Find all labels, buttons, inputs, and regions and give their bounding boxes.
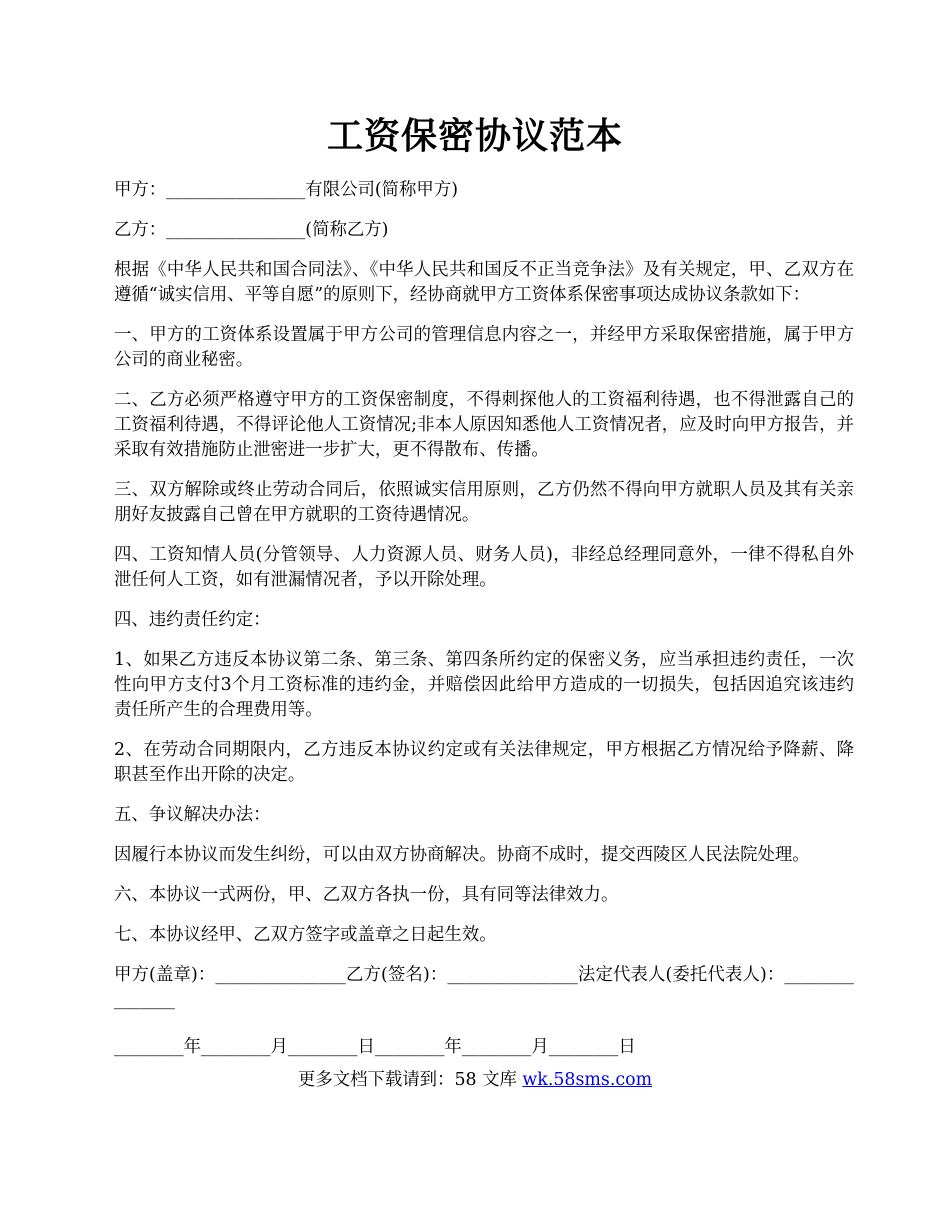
liability-heading: 四、违约责任约定： xyxy=(114,610,271,630)
liability-item-1: 1、如果乙方违反本协议第二条、第三条、第四条所约定的保密义务，应当承担违约责任，一次性向甲方支付3个月工资标准的违约金，并赔偿因此给甲方造成的一切损失，包括因追究该违约责任所产生的合理费用等。 xyxy=(114,650,854,720)
document-body xyxy=(114,178,854,1075)
dispute-paragraph: 因履行本协议而发生纠纷，可以由双方协商解决。协商不成时，提交西陵区人民法院处理。 xyxy=(114,845,810,865)
dispute-heading: 五、争议解决办法： xyxy=(114,805,271,825)
clause-4: 四、工资知情人员(分管领导、人力资源人员、财务人员)，非经总经理同意外，一律不得私自外泄任何人工资，如有泄漏情况者，予以开除处理。 xyxy=(114,545,854,590)
footer-text: 更多文档下载请到：58 文库 xyxy=(297,1070,523,1090)
clause-2: 二、乙方必须严格遵守甲方的工资保密制度，不得刺探他人的工资福利待遇，也不得泄露自己的工资福利待遇，不得评论他人工资情况;非本人原因知悉他人工资情况者，应及时向甲方报告，并采取有效措施防止泄密进一步扩大，更不得散布、传播。 xyxy=(114,390,854,460)
party-b-line: 乙方：________________(简称乙方) xyxy=(114,220,389,240)
footer-link[interactable]: wk.58sms.com xyxy=(522,1070,653,1090)
preamble-paragraph: 根据《中华人民共和国合同法》、《中华人民共和国反不正当竞争法》及有关规定，甲、乙双方在遵循“诚实信用、平等自愿”的原则下，经协商就甲方工资体系保密事项达成协议条款如下： xyxy=(114,260,854,305)
party-a-line: 甲方：________________有限公司(简称甲方) xyxy=(114,180,458,200)
clause-3: 三、双方解除或终止劳动合同后，依照诚实信用原则，乙方仍然不得向甲方就职人员及其有关亲朋好友披露自己曾在甲方就职的工资待遇情况。 xyxy=(114,480,854,525)
footer xyxy=(0,1068,950,1093)
clause-effective: 七、本协议经甲、乙双方签字或盖章之日起生效。 xyxy=(114,925,497,945)
clause-copies: 六、本协议一式两份，甲、乙双方各执一份，具有同等法律效力。 xyxy=(114,885,619,905)
document-title: 工资保密协议范本 xyxy=(326,115,623,157)
liability-item-2: 2、在劳动合同期限内，乙方违反本协议约定或有关法律规定，甲方根据乙方情况给予降薪、降职甚至作出开除的决定。 xyxy=(114,740,854,785)
date-line: ________年________月________日________年________月________日 xyxy=(114,1037,636,1057)
clause-1: 一、甲方的工资体系设置属于甲方公司的管理信息内容之一，并经甲方采取保密措施，属于甲方公司的商业秘密。 xyxy=(114,325,854,370)
signature-line: 甲方(盖章)：_______________乙方(签名)：_______________法定代表人(委托代表人)：_______________ xyxy=(114,965,854,1010)
